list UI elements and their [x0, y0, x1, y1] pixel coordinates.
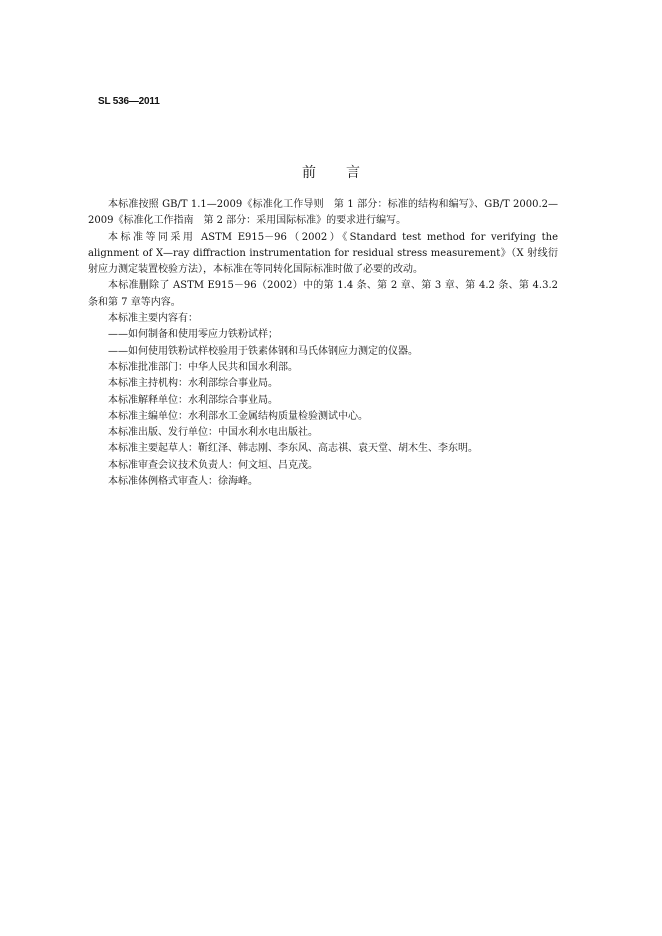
paragraph-adoption: 本标准等同采用 ASTM E915－96（2002）《Standard test method for verifying the alignment of X—ray diffraction instrumentation for residual stress measurement》（X 射线衍射应力测定装置校验方法），本标准在等同转化国际标准时做了必要的改动。: [88, 231, 558, 276]
contents-intro: 本标准主要内容有：: [108, 313, 198, 325]
contents-item-2: ——如何使用铁粉试样校验用于铁素体钢和马氏体钢应力测定的仪器。: [108, 345, 418, 357]
info-format-reviewer: 本标准体例格式审查人：徐海峰。: [108, 476, 258, 488]
info-interpretation-unit: 本标准解释单位：水利部综合事业局。: [108, 394, 278, 406]
page-title: 前言: [302, 165, 390, 181]
info-approval-department: 本标准批准部门：中华人民共和国水利部。: [108, 361, 298, 373]
document-body: [88, 197, 558, 490]
paragraph-drafting-rules: 本标准按照 GB/T 1.1—2009《标准化工作导则 第 1 部分：标准的结构和编写》、GB/T 2000.2—2009《标准化工作指南 第 2 部分：采用国际标准》的要求进行编写。: [88, 199, 558, 227]
info-chief-editor-unit: 本标准主编单位：水利部水工金属结构质量检验测试中心。: [108, 410, 368, 422]
info-drafters: 本标准主要起草人：靳红泽、韩志刚、李东风、高志祺、袁天堂、胡木生、李东明。: [108, 443, 478, 455]
paragraph-deletions: 本标准删除了 ASTM E915－96（2002）中的第 1.4 条、第 2 章、第 3 章、第 4.2 条、第 4.3.2 条和第 7 章等内容。: [88, 280, 558, 308]
info-publisher: 本标准出版、发行单位：中国水利水电出版社。: [108, 427, 318, 439]
contents-item-1: ——如何制备和使用零应力铁粉试样；: [108, 329, 278, 341]
info-presiding-organization: 本标准主持机构：水利部综合事业局。: [108, 378, 278, 390]
standard-code: SL 536—2011: [98, 96, 160, 107]
info-technical-reviewers: 本标准审查会议技术负责人：何文垣、吕克茂。: [108, 459, 318, 471]
